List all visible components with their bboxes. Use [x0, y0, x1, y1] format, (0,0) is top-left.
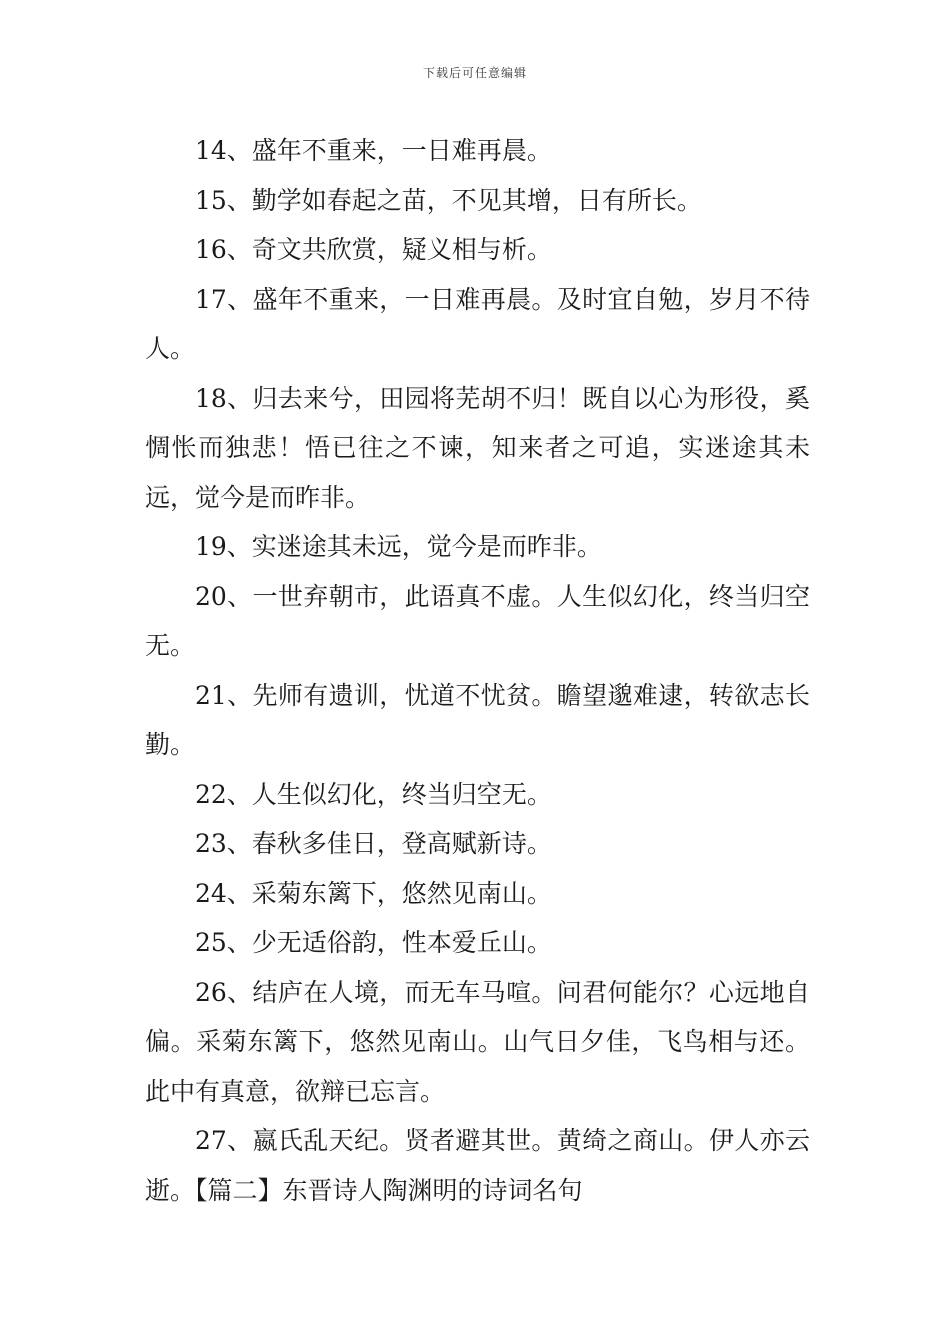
paragraph-26: 26、结庐在人境，而无车马喧。问君何能尔？心远地自偏。采菊东篱下，悠然见南山。山气日夕佳，飞鸟相与还。此中有真意，欲辩已忘言。 — [145, 977, 810, 1106]
paragraph-19: 19、实迷途其未远，觉今是而昨非。 — [195, 532, 602, 561]
paragraph-21: 21、先师有遗训，忧道不忧贫。瞻望邈难逮，转欲志长勤。 — [145, 680, 810, 759]
paragraph-17: 17、盛年不重来，一日难再晨。及时宜自勉，岁月不待人。 — [145, 284, 810, 363]
paragraph-16: 16、奇文共欣赏，疑义相与析。 — [195, 235, 552, 264]
paragraph-24: 24、采菊东篱下，悠然见南山。 — [195, 878, 552, 908]
paragraph-25: 25、少无适俗韵，性本爱丘山。 — [195, 928, 552, 957]
paragraph-15: 15、勤学如春起之苗，不见其增，日有所长。 — [195, 185, 702, 215]
paragraph-20: 20、一世弃朝市，此语真不虚。人生似幻化，终当归空无。 — [145, 581, 810, 660]
paragraph-18: 18、归去来兮，田园将芜胡不归！既自以心为形役，奚惆怅而独悲！悟已往之不谏，知来者之可追，实迷途其未远，觉今是而昨非。 — [145, 383, 810, 512]
paragraph-14: 14、盛年不重来，一日难再晨。 — [195, 136, 552, 165]
document-body — [145, 126, 810, 1215]
paragraph-22: 22、人生似幻化，终当归空无。 — [195, 779, 552, 809]
paragraph-23: 23、春秋多佳日，登高赋新诗。 — [195, 829, 552, 858]
page-header: 下载后可任意编辑 — [422, 66, 527, 80]
paragraph-27: 27、嬴氏乱天纪。贤者避其世。黄绮之商山。伊人亦云逝。【篇二】东晋诗人陶渊明的诗词名句 — [145, 1126, 810, 1205]
